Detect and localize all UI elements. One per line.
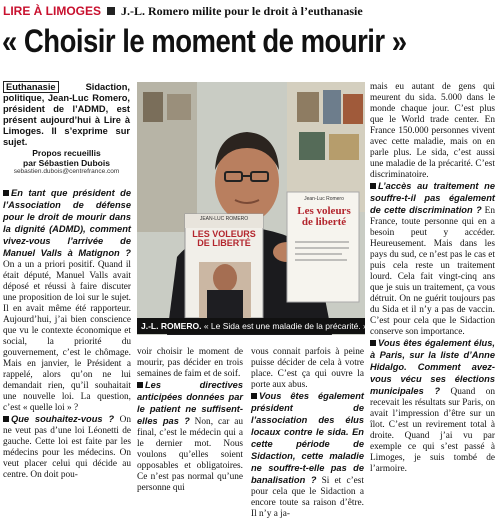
square-bullet-icon bbox=[3, 190, 9, 196]
square-bullet-icon bbox=[370, 183, 376, 189]
article-column-2 bbox=[137, 347, 243, 494]
answer: voir choisir le moment de mourir, pas décider en trois semaines de faim et de soif. bbox=[137, 347, 243, 379]
book-right-title: Les voleurs de liberté bbox=[297, 205, 351, 228]
answer: Non, car au final, c’est le médecin qui a le dernier mot. Nous voulons qu’elles soient opposables et obligatoires. Ce n’est pas normal qu’une personne qui bbox=[137, 417, 243, 493]
book-left-title: LES VOLEURS DE LIBERTÉ bbox=[192, 229, 256, 248]
answer: On a un a priori positif. Quand il était député, Manuel Valls avait déposé et réussi à faire discuter une proposition de loi sur le sujet. Il en avait même été rapporteur. Aujourd’hui, j’ai bien conscience que vu le contexte économique et social, la priorité du gouvernement, c’est le chômage. Mais en janvier, le Président a rappelé, alors qu’on ne lui demandait rien, qu’il souhaitait une nouvelle loi. La question, c’est « quelle loi » ? bbox=[3, 260, 131, 413]
article-column-3 bbox=[251, 347, 364, 520]
byline bbox=[3, 148, 130, 168]
article-column-1 bbox=[3, 188, 131, 481]
question: Vous êtes également élus, à Paris, sur la liste d’Anne Hidalgo. Comment avez-vous vécu ses élections municipales ? bbox=[370, 338, 495, 396]
author-email[interactable]: sebastien.dubois@centrefrance.com bbox=[13, 168, 120, 175]
photo bbox=[137, 82, 368, 335]
byline-author: par Sébastien Dubois bbox=[23, 158, 110, 168]
square-bullet-icon bbox=[251, 393, 257, 399]
square-bullet-icon bbox=[137, 382, 143, 388]
book-right-author: Jean-Luc Romero bbox=[304, 196, 344, 202]
kicker bbox=[3, 4, 497, 19]
answer: Quand on recevait les résultats sur Paris, on avait l’impression d’être sur un îlot. C’est un revirement total à droite. Quand j’ai vu par exemple ce qui s’est passé à Limoges, je suis tombé de l’armoire. bbox=[370, 387, 496, 474]
intro-text: Sidaction, politique, Jean-Luc Romero, président de l’ADMD, est présent aujourd’hui à Lire à Limoges. Il s’exprime sur sujet. bbox=[3, 82, 130, 147]
answer: vous connait parfois à peine puisse décider de cela à votre place. C’est ça qui ouvre la porte aux abus. bbox=[251, 347, 364, 390]
headline: « Choisir le moment de mourir » bbox=[2, 23, 407, 59]
square-bullet-icon bbox=[370, 340, 376, 346]
square-bullet-icon bbox=[107, 7, 115, 15]
intro-paragraph bbox=[3, 82, 130, 148]
kicker-text: J.-L. Romero milite pour le droit à l’euthanasie bbox=[121, 4, 363, 18]
answer: mais eu autant de gens qui meurent du sida. 5.000 dans le monde chaque jour. C’est plus que le World trade center. En France 150.000 personnes vivent avec cette maladie, mais on en parle plus. Le sida, c’est aussi une maladie de la précarité. C’est discriminatoire. bbox=[370, 82, 495, 180]
section-tag: Euthanasie bbox=[3, 81, 59, 93]
question: L’accès au traitement ne souffre-t-il pas également de cette discrimination ? bbox=[370, 181, 495, 215]
answer: En France, toute personne qui en a besoin peut y accéder. Heureusement. Mais dans les pays du sud, ce n’est pas le cas et puis cela reste un traitement lourd. Cela fait vingt-cinq ans que je suis un traitement, ça vous détruit. On ne guérit toujours pas du Sida et il n’y a pas de vaccin. C’est pour cela que le Sidaction conserve son importance. bbox=[370, 206, 495, 337]
kicker-location: LIRE À LIMOGES bbox=[3, 4, 102, 18]
byline-line1: Propos recueillis bbox=[32, 148, 101, 158]
question: En tant que président de l’Association de défense pour le droit de mourir dans la dignité (ADMD), comment vivez-vous l’arrivée de Manuel Valls à Matignon ? bbox=[3, 188, 131, 258]
square-bullet-icon bbox=[3, 416, 9, 422]
question: Vous êtes également président de l’association des élus locaux contre le sida. En cette période de Sidaction, cette maladie ne souffre-t-elle pas de banalisation ? bbox=[251, 391, 364, 485]
photo-caption bbox=[137, 318, 368, 334]
article-column-4 bbox=[370, 82, 495, 475]
caption-quote: « Le Sida est une maladie de la précarité. » bbox=[201, 321, 368, 331]
question: Les directives anticipées données par le patient ne suffisent-elles pas ? bbox=[137, 380, 243, 426]
book-left-author: JEAN-LUC ROMERO bbox=[199, 216, 249, 222]
answer: On ne veut pas d’une loi Léonetti de gauche. Cette loi est faite par les médecins pour les médecins. On veut placer celui qui décide au centre. On doit pou- bbox=[3, 415, 131, 480]
question: Que souhaitez-vous ? bbox=[11, 414, 115, 424]
answer: Si et c’est pour cela que le Sidaction a encore toute sa raison d’être. Il n’y a ja- bbox=[251, 476, 364, 519]
caption-name: J.-L. ROMERO. bbox=[141, 321, 202, 331]
